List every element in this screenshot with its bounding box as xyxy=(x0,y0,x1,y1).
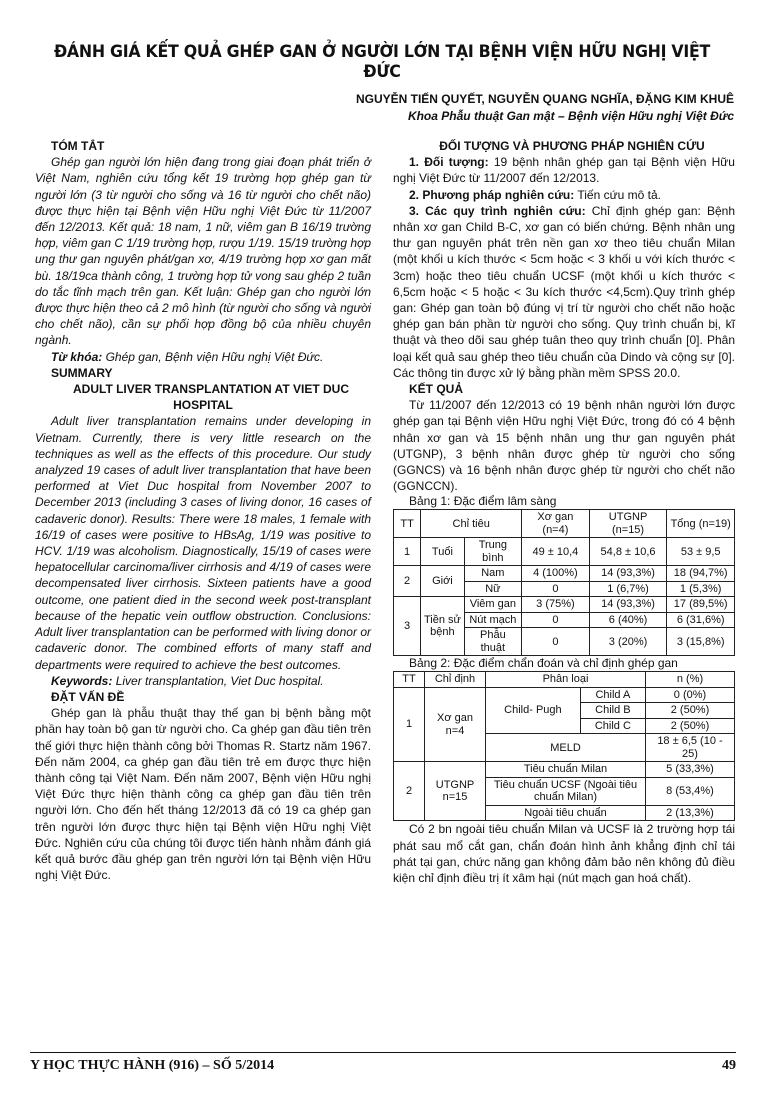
table2-caption: Bảng 2: Đặc điểm chẩn đoán và chỉ định ghép gan xyxy=(409,656,678,671)
table-header-row xyxy=(394,510,735,538)
table-cell: Tuổi xyxy=(421,538,464,566)
table-cell: 3 (75%) xyxy=(522,597,590,613)
table-cell: Tiêu chuẩn Milan xyxy=(486,762,646,778)
author-affiliation: Khoa Phẫu thuật Gan mật – Bệnh viện Hữu nghị Việt Đức xyxy=(407,109,734,123)
table-header-cell: Xơ gan (n=4) xyxy=(522,510,590,538)
methods-item-3-text: Chỉ định ghép gan: Bệnh nhân xơ gan Child B-C, xơ gan có biến chứng. Bệnh nhân ung thư gan nguyên phát trên nền gan xơ theo tiêu chuẩn Milan (một khối u kích thước < 5cm hoặc < 3 khối u với kích thước < 3cm) hoặc theo tiêu chuẩn UCSF (một khối u kích thước < 6,5cm hoặc < 5 hoặc < 3u kích thước <4,5cm).Quy trình ghép gan: Ghép gan toàn bộ đúng vị trí từ người cho chết não hoặc ghép gan bán phần từ người cho sống. Quy trình chuẩn bị, kĩ thuật và theo dõi sau ghép tuân theo quy trình chuẩn [0]. Phân loại kết quả sau ghép theo tiêu chuẩn của Dindo và cộng sự [0]. Các thông tin được xử lý bằng phần mềm SPSS 20.0. xyxy=(393,203,735,380)
right-column xyxy=(393,138,735,886)
methods-item-3-label: 3. Các quy trình nghiên cứu: xyxy=(409,203,586,218)
table-row xyxy=(394,566,735,582)
table-cell: Ngoài tiêu chuẩn xyxy=(486,805,646,821)
table-cell: 8 (53,4%) xyxy=(646,777,735,805)
table-cell: MELD xyxy=(486,734,646,762)
intro-heading: ĐẶT VẤN ĐỀ xyxy=(51,689,125,704)
table-cell: 3 xyxy=(394,597,421,656)
footer-divider xyxy=(30,1052,736,1053)
table-cell: Viêm gan xyxy=(464,597,522,613)
table-cell: Nam xyxy=(464,566,522,582)
table-cell: 6 (31,6%) xyxy=(667,612,735,628)
table-cell: 0 xyxy=(522,581,590,597)
author-list: NGUYỄN TIẾN QUYẾT, NGUYỄN QUANG NGHĨA, ĐẶNG KIM KHUÊ xyxy=(355,92,734,106)
table-header-cell: UTGNP (n=15) xyxy=(589,510,667,538)
table-cell: 49 ± 10,4 xyxy=(522,538,590,566)
page-number: 49 xyxy=(722,1058,736,1073)
table-row xyxy=(394,538,735,566)
table1 xyxy=(393,509,735,656)
results-heading: KẾT QUẢ xyxy=(409,382,463,397)
table-header-cell: TT xyxy=(394,510,421,538)
table-cell: 0 xyxy=(522,612,590,628)
table-row xyxy=(394,687,735,703)
table-cell: 2 (50%) xyxy=(646,718,735,734)
table-cell: 2 xyxy=(394,566,421,597)
table-cell: Tiêu chuẩn UCSF (Ngoài tiêu chuẩn Milan) xyxy=(486,777,646,805)
table-cell: 1 xyxy=(394,687,425,762)
paper-title: ĐÁNH GIÁ KẾT QUẢ GHÉP GAN Ở NGƯỜI LỚN TẠI BỆNH VIỆN HỮU NGHỊ VIỆT ĐỨC xyxy=(53,42,711,82)
table2 xyxy=(393,671,735,821)
table-row xyxy=(394,597,735,613)
methods-heading: ĐỐI TƯỢNG VÀ PHƯƠNG PHÁP NGHIÊN CỨU xyxy=(439,139,705,153)
table-cell: Nút mạch xyxy=(464,612,522,628)
abstract-heading: TÓM TẮT xyxy=(51,139,105,153)
methods-item-2-label: 2. Phương pháp nghiên cứu: xyxy=(409,187,575,202)
table-header-cell: Tổng (n=19) xyxy=(667,510,735,538)
intro-text: Ghép gan là phẫu thuật thay thế gan bị bệnh bằng một phần hay toàn bộ gan từ người cho. Ca ghép gan đầu tiên trên thế giới thực hiện thành công bởi Thomas R. Startz năm 1967. Đến năm 2004, ca ghép gan đầu tiên trẻ em được thực hiện thành công tại Việt Nam. Đến năm 2007, Bệnh viện Hữu nghị Việt Đức thực hiện thành công ca ghép gan đầu tiên trên người lớn. Cho đến hết tháng 12/2013 đã có 19 ca ghép gan trên người lớn được thực hiện tại Bệnh viện Hữu nghị Việt Đức. Nghiên cứu của chúng tôi được tiến hành nhằm đánh giá kết quả bước đầu ghép gan trên người lớn tại Bệnh viện Hữu nghị Việt Đức. xyxy=(35,706,371,883)
methods-item-1-label: 1. Đối tượng: xyxy=(409,155,489,170)
table-cell: 1 (6,7%) xyxy=(589,581,667,597)
abstract-text: Ghép gan người lớn hiện đang trong giai đoạn phát triển ở Việt Nam, nghiên cứu tổng kết 19 trường hợp ghép gan từ người lớn (3 từ người cho sống và 16 từ người cho chết não) được thực hiện tại Bệnh viện Hữu nghị Việt Đức từ 11/2007 đến 12/2013. Kết quả: 18 nam, 1 nữ, viêm gan B 16/19 trường hợp, viêm gan C 1/19 trường hợp, rượu 1/19. 15/19 trường hợp ung thư gan nguyên phát/gan xơ, 4/19 trường hợp xơ gan mất bù. 18/19ca thành công, 1 trường hợp tử vong sau ghép 2 tuần do tắc tĩnh mạch trên gan. Kết luận: Ghép gan cho người lớn được thực hiện theo cả 2 mô hình (từ người cho sống và người cho chết não), cần sự phối hợp đồng bộ của nhiều chuyên ngành. xyxy=(35,155,371,348)
table1-caption: Bảng 1: Đặc điểm lâm sàng xyxy=(409,494,557,509)
table-cell: Xơ gan n=4 xyxy=(425,687,486,762)
table-header-cell: Chỉ tiêu xyxy=(421,510,522,538)
table-cell: Child C xyxy=(580,718,645,734)
methods-item-1-text: 19 bệnh nhân ghép gan tại Bệnh viện Hữu nghị Việt Đức từ 11/2007 đến 12/2013. xyxy=(393,155,735,186)
keywords-label: Từ khóa: xyxy=(51,349,103,364)
table-cell: 2 xyxy=(394,762,425,821)
summary-title: ADULT LIVER TRANSPLANTATION AT VIET DUC HOSPITAL xyxy=(73,382,349,413)
table-cell: Nữ xyxy=(464,581,522,597)
table-cell: 2 (13,3%) xyxy=(646,805,735,821)
table-cell: 1 (5,3%) xyxy=(667,581,735,597)
table-cell: 18 ± 6,5 (10 - 25) xyxy=(646,734,735,762)
table-cell: 0 xyxy=(522,628,590,656)
table-header-cell: Chỉ định xyxy=(425,672,486,688)
table-cell: 3 (20%) xyxy=(589,628,667,656)
table-header-cell: TT xyxy=(394,672,425,688)
table-cell: 6 (40%) xyxy=(589,612,667,628)
table-row xyxy=(394,762,735,778)
table-header-row xyxy=(394,672,735,688)
keywords-text: Ghép gan, Bệnh viện Hữu nghị Việt Đức. xyxy=(105,349,324,364)
results-text: Từ 11/2007 đến 12/2013 có 19 bệnh nhân người lớn được ghép gan tại Bệnh viện Hữu nghị Việt Đức, trong đó có 4 bệnh nhân xơ gan và 15 bệnh nhân ung thư gan nguyên phát (UTGNP), 3 bệnh nhân được ghép từ người cho sống (GGNCS) và 16 bệnh nhân được ghép từ người cho chết não (GGNCCN). xyxy=(393,398,735,494)
summary-keywords-label: Keywords: xyxy=(51,673,113,688)
summary-keywords-text: Liver transplantation, Viet Duc hospital. xyxy=(115,673,324,688)
table-cell: 5 (33,3%) xyxy=(646,762,735,778)
table-cell: 1 xyxy=(394,538,421,566)
table-header-cell: Phân loại xyxy=(486,672,646,688)
table-cell: 54,8 ± 10,6 xyxy=(589,538,667,566)
table-cell: 3 (15,8%) xyxy=(667,628,735,656)
table-header-cell: n (%) xyxy=(646,672,735,688)
left-column xyxy=(35,138,371,883)
table-cell: UTGNP n=15 xyxy=(425,762,486,821)
methods-item-3 xyxy=(393,203,735,381)
abstract-keywords xyxy=(35,349,371,365)
table-cell: 4 (100%) xyxy=(522,566,590,582)
methods-item-2 xyxy=(393,187,735,203)
table-cell: Phẫu thuật xyxy=(464,628,522,656)
table-cell: 18 (94,7%) xyxy=(667,566,735,582)
table-cell: 17 (89,5%) xyxy=(667,597,735,613)
table-cell: Tiền sử bệnh xyxy=(421,597,464,656)
summary-keywords xyxy=(35,673,371,689)
table-cell: 0 (0%) xyxy=(646,687,735,703)
table-cell: Child B xyxy=(580,703,645,719)
table-cell: Child- Pugh xyxy=(486,687,581,734)
table-cell: 14 (93,3%) xyxy=(589,597,667,613)
table-cell: Child A xyxy=(580,687,645,703)
methods-item-1 xyxy=(393,154,735,186)
results-after-table2: Có 2 bn ngoài tiêu chuẩn Milan và UCSF là 2 trường hợp tái phát sau mổ cắt gan, chẩn đoán hình ảnh khẳng định chỉ tái phát tại gan, chức năng gan không đảm bảo nên không đủ điều kiện chỉ định điều trị ít xâm hại (nút mạch gan hoá chất). xyxy=(393,822,735,886)
methods-item-2-text: Tiến cứu mô tả. xyxy=(577,187,661,202)
journal-footer: Y HỌC THỰC HÀNH (916) – SỐ 5/2014 xyxy=(30,1058,275,1073)
table-cell: Giới xyxy=(421,566,464,597)
table-cell: 53 ± 9,5 xyxy=(667,538,735,566)
summary-heading: SUMMARY xyxy=(51,365,113,380)
table-cell: 2 (50%) xyxy=(646,703,735,719)
table-cell: 14 (93,3%) xyxy=(589,566,667,582)
table-cell: Trung bình xyxy=(464,538,522,566)
summary-text: Adult liver transplantation remains under developing in Vietnam. Currently, there is very little research on the techniques as well as the effects of this procedure. Our study analyzed 19 cases of adult liver transplantation that have been performed at Viet Duc hospital from November 2007 to December 2013 (including 3 cases of living donor, 16 cases of cadaveric donor). Results: There were 18 males, 1 female with 16/19 of cases were positive to HBsAg, 1/19 was positive to HCV. 1/19 was alcoholism. Diagnostically, 15/19 of cases were hepatocellular carcinoma/liver cirrhosis and 4/19 of cases were decompensated liver cirrhosis. Sixteen patients have a good outcome, one patient died in the second week post-transplant because of the hepatic vein outflow obstruction. Conclusions: Adult liver transplantation can be performed with living donor or cadaveric donor. The combined efforts of many staff and departments were required to achieve the best outcomes. xyxy=(35,414,371,672)
